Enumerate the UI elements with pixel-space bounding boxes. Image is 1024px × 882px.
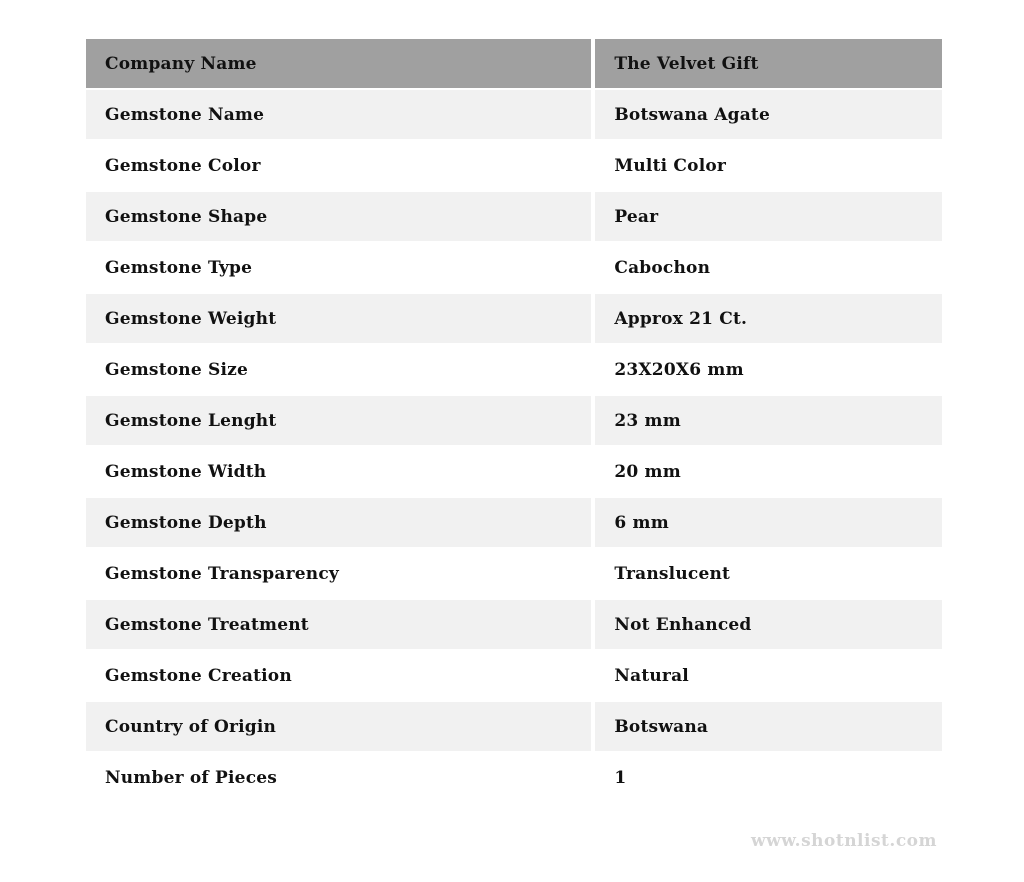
spec-label-cell: Gemstone Color [86, 141, 591, 190]
table-row [86, 243, 942, 292]
table-row [86, 447, 942, 496]
table-row [86, 549, 942, 598]
table-row [86, 753, 942, 802]
table-row [86, 702, 942, 751]
spec-value-cell: Not Enhanced [595, 600, 942, 649]
header-value-cell: The Velvet Gift [595, 39, 942, 88]
spec-label-cell: Gemstone Width [86, 447, 591, 496]
table-row [86, 396, 942, 445]
table-row [86, 600, 942, 649]
watermark-text: www.shotnlist.com [750, 831, 937, 851]
spec-label-cell: Gemstone Type [86, 243, 591, 292]
spec-label-cell: Gemstone Creation [86, 651, 591, 700]
spec-value-cell: 20 mm [595, 447, 942, 496]
table-row [86, 345, 942, 394]
spec-value-cell: Translucent [595, 549, 942, 598]
table-row [86, 498, 942, 547]
spec-label-cell: Gemstone Name [86, 90, 591, 139]
table-row [86, 651, 942, 700]
spec-value-cell: Multi Color [595, 141, 942, 190]
spec-value-cell: Pear [595, 192, 942, 241]
spec-label-cell: Gemstone Treatment [86, 600, 591, 649]
gemstone-spec-table [82, 37, 946, 804]
spec-value-cell: Natural [595, 651, 942, 700]
table-row [86, 141, 942, 190]
spec-label-cell: Gemstone Size [86, 345, 591, 394]
table-row [86, 90, 942, 139]
header-label-cell: Company Name [86, 39, 591, 88]
spec-value-cell: Approx 21 Ct. [595, 294, 942, 343]
spec-label-cell: Number of Pieces [86, 753, 591, 802]
spec-label-cell: Country of Origin [86, 702, 591, 751]
spec-table-body [86, 90, 942, 802]
spec-value-cell: Botswana Agate [595, 90, 942, 139]
spec-value-cell: 6 mm [595, 498, 942, 547]
spec-label-cell: Gemstone Weight [86, 294, 591, 343]
spec-value-cell: 1 [595, 753, 942, 802]
spec-value-cell: 23X20X6 mm [595, 345, 942, 394]
spec-label-cell: Gemstone Depth [86, 498, 591, 547]
table-header-row [86, 39, 942, 88]
spec-value-cell: Botswana [595, 702, 942, 751]
spec-label-cell: Gemstone Transparency [86, 549, 591, 598]
spec-value-cell: 23 mm [595, 396, 942, 445]
table-row [86, 294, 942, 343]
spec-value-cell: Cabochon [595, 243, 942, 292]
spec-label-cell: Gemstone Lenght [86, 396, 591, 445]
table-row [86, 192, 942, 241]
spec-label-cell: Gemstone Shape [86, 192, 591, 241]
